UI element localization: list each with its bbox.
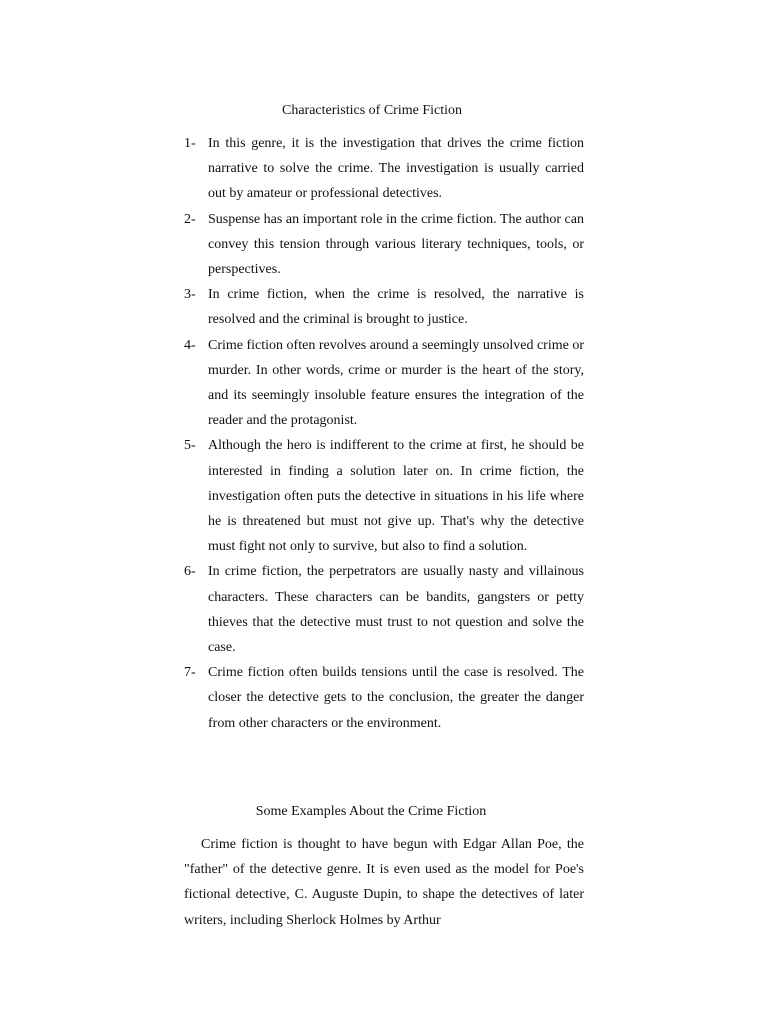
body-paragraph: Crime fiction is thought to have begun with Edgar Allan Poe, the "father" of the detective genre. It is even used as the model for Poe's fictional detective, C. Auguste Dupin, to shape the detectives of later writers, including Sherlock Holmes by Arthur — [184, 837, 584, 928]
list-item — [184, 207, 584, 283]
list-item — [184, 559, 584, 660]
section-title: Some Examples About the Crime Fiction — [255, 804, 487, 819]
list-item — [184, 282, 584, 332]
list-item-text: In this genre, it is the investigation that drives the crime fiction narrative to solve the crime. The investigation is usually carried out by amateur or professional detectives. — [208, 136, 584, 202]
list-item-number: 4- — [184, 337, 196, 353]
list-item-text: In crime fiction, the perpetrators are usually nasty and villainous characters. These characters can be bandits, gangsters or petty thieves that the detective must trust to not question and solve the case. — [208, 564, 584, 656]
list-item-number: 2- — [184, 211, 196, 227]
characteristics-list — [184, 131, 584, 736]
list-item-number: 3- — [184, 287, 196, 303]
list-item-number: 5- — [184, 438, 196, 454]
page-title: Characteristics of Crime Fiction — [281, 103, 462, 118]
list-item-text: Crime fiction often builds tensions until the case is resolved. The closer the detective gets to the conclusion, the greater the danger from other characters or the environment. — [208, 665, 584, 731]
list-item-text: Suspense has an important role in the crime fiction. The author can convey this tension through various literary techniques, tools, or perspectives. — [208, 211, 584, 278]
list-item-number: 6- — [184, 564, 196, 580]
list-item-text: In crime fiction, when the crime is resolved, the narrative is resolved and the criminal is brought to justice. — [208, 287, 584, 328]
list-item-text: Crime fiction often revolves around a seemingly unsolved crime or murder. In other words, crime or murder is the heart of the story, and its seemingly insoluble feature ensures the integration of the reader and the protagonist. — [208, 337, 584, 429]
list-item-text: Although the hero is indifferent to the crime at first, he should be interested in finding a solution later on. In crime fiction, the investigation often puts the detective in situations in his life where he is threatened but must not give up. That's why the detective must fight not only to survive, but also to find a solution. — [208, 438, 584, 555]
list-item-number: 1- — [184, 136, 196, 151]
list-item — [184, 131, 584, 207]
list-item — [184, 433, 584, 559]
list-item — [184, 660, 584, 736]
list-item — [184, 333, 584, 434]
list-item-number: 7- — [184, 665, 196, 681]
